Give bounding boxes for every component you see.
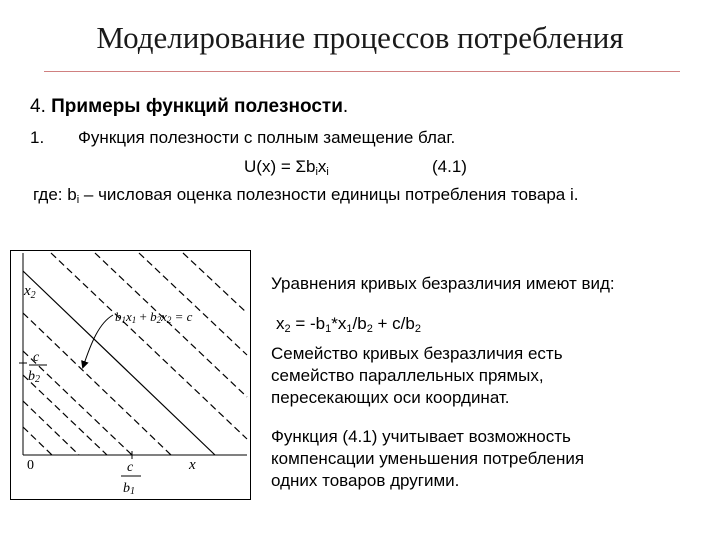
eq-x1: *x xyxy=(331,314,347,333)
formula-sub-1: i xyxy=(315,166,318,178)
formula-sub-2: i xyxy=(326,166,329,178)
eq-b2-sub: 2 xyxy=(366,323,373,335)
y-intercept-denominator: b2 xyxy=(28,369,40,385)
graph-canvas xyxy=(11,251,250,499)
indifference-lines-dashed xyxy=(23,253,247,455)
title-divider xyxy=(44,71,680,72)
eq-c-b2-sub: 2 xyxy=(414,323,421,335)
indifference-line-8 xyxy=(139,253,247,355)
eq-b1-sub: 1 xyxy=(325,323,332,335)
section-prefix: 4. xyxy=(30,96,46,117)
indifference-line-7 xyxy=(95,253,247,397)
where-pre: где: b xyxy=(33,185,77,204)
line-equation: b1x1 + b2x2 = c xyxy=(115,309,193,325)
section-heading xyxy=(30,95,348,119)
where-clause xyxy=(33,184,578,206)
formula-number: (4.1) xyxy=(432,157,467,176)
formula-x: x xyxy=(317,157,327,176)
utility-formula xyxy=(244,156,329,178)
x-intercept-numerator: c xyxy=(127,460,134,475)
family-line-1: Семейство кривых безразличия есть xyxy=(271,344,563,363)
compensation-line-2: компенсации уменьшения потребления xyxy=(271,449,585,468)
eq-x2-sub: 2 xyxy=(284,323,291,335)
origin-label: 0 xyxy=(27,458,34,473)
family-line-2: семейство параллельных прямых, xyxy=(271,366,544,385)
compensation-line-3: одних товаров другими. xyxy=(271,471,460,490)
callout-arrow xyxy=(83,315,113,367)
compensation-line-1: Функция (4.1) учитывает возможность xyxy=(271,427,571,446)
indifference-line-1 xyxy=(23,313,171,455)
formula-lhs: U(x) = Σb xyxy=(244,157,316,176)
indifference-line-9 xyxy=(183,253,247,313)
indifference-line-3 xyxy=(23,375,107,455)
section-title: Примеры функций полезности xyxy=(51,96,343,117)
indifference-equation xyxy=(276,313,716,335)
indifference-graph xyxy=(10,250,251,500)
indifference-line-4 xyxy=(23,401,79,455)
slide-title: Моделирование процессов потребления xyxy=(96,20,624,55)
item-number: 1. xyxy=(30,128,45,147)
eq-x1-sub: 1 xyxy=(346,323,353,335)
indifference-line-solid xyxy=(23,271,215,455)
y-axis-label: $x_2$ xyxy=(24,283,36,301)
eq-x2: x xyxy=(276,314,285,333)
y-intercept-numerator: c xyxy=(33,350,40,365)
section-suffix: . xyxy=(342,96,349,117)
x-intercept-denominator: b1 xyxy=(123,481,135,497)
family-description xyxy=(271,343,711,409)
where-post: – числовая оценка полезности единицы потребления товара i. xyxy=(79,185,579,204)
family-line-3: пересекающих оси координат. xyxy=(271,388,510,407)
compensation-description xyxy=(271,426,711,492)
item-text: Функция полезности с полным замещение благ. xyxy=(78,128,456,147)
indifference-line-2 xyxy=(23,351,132,455)
indifference-line-5 xyxy=(23,427,52,455)
x-axis-label: x xyxy=(189,457,196,473)
indifference-line-6 xyxy=(51,253,247,439)
where-sub: i xyxy=(76,194,80,206)
eq-c-b2: + c/b xyxy=(372,314,415,333)
indifference-intro: Уравнения кривых безразличия имеют вид: xyxy=(271,274,615,293)
eq-b1: = -b xyxy=(290,314,326,333)
eq-b2: /b xyxy=(352,314,367,333)
